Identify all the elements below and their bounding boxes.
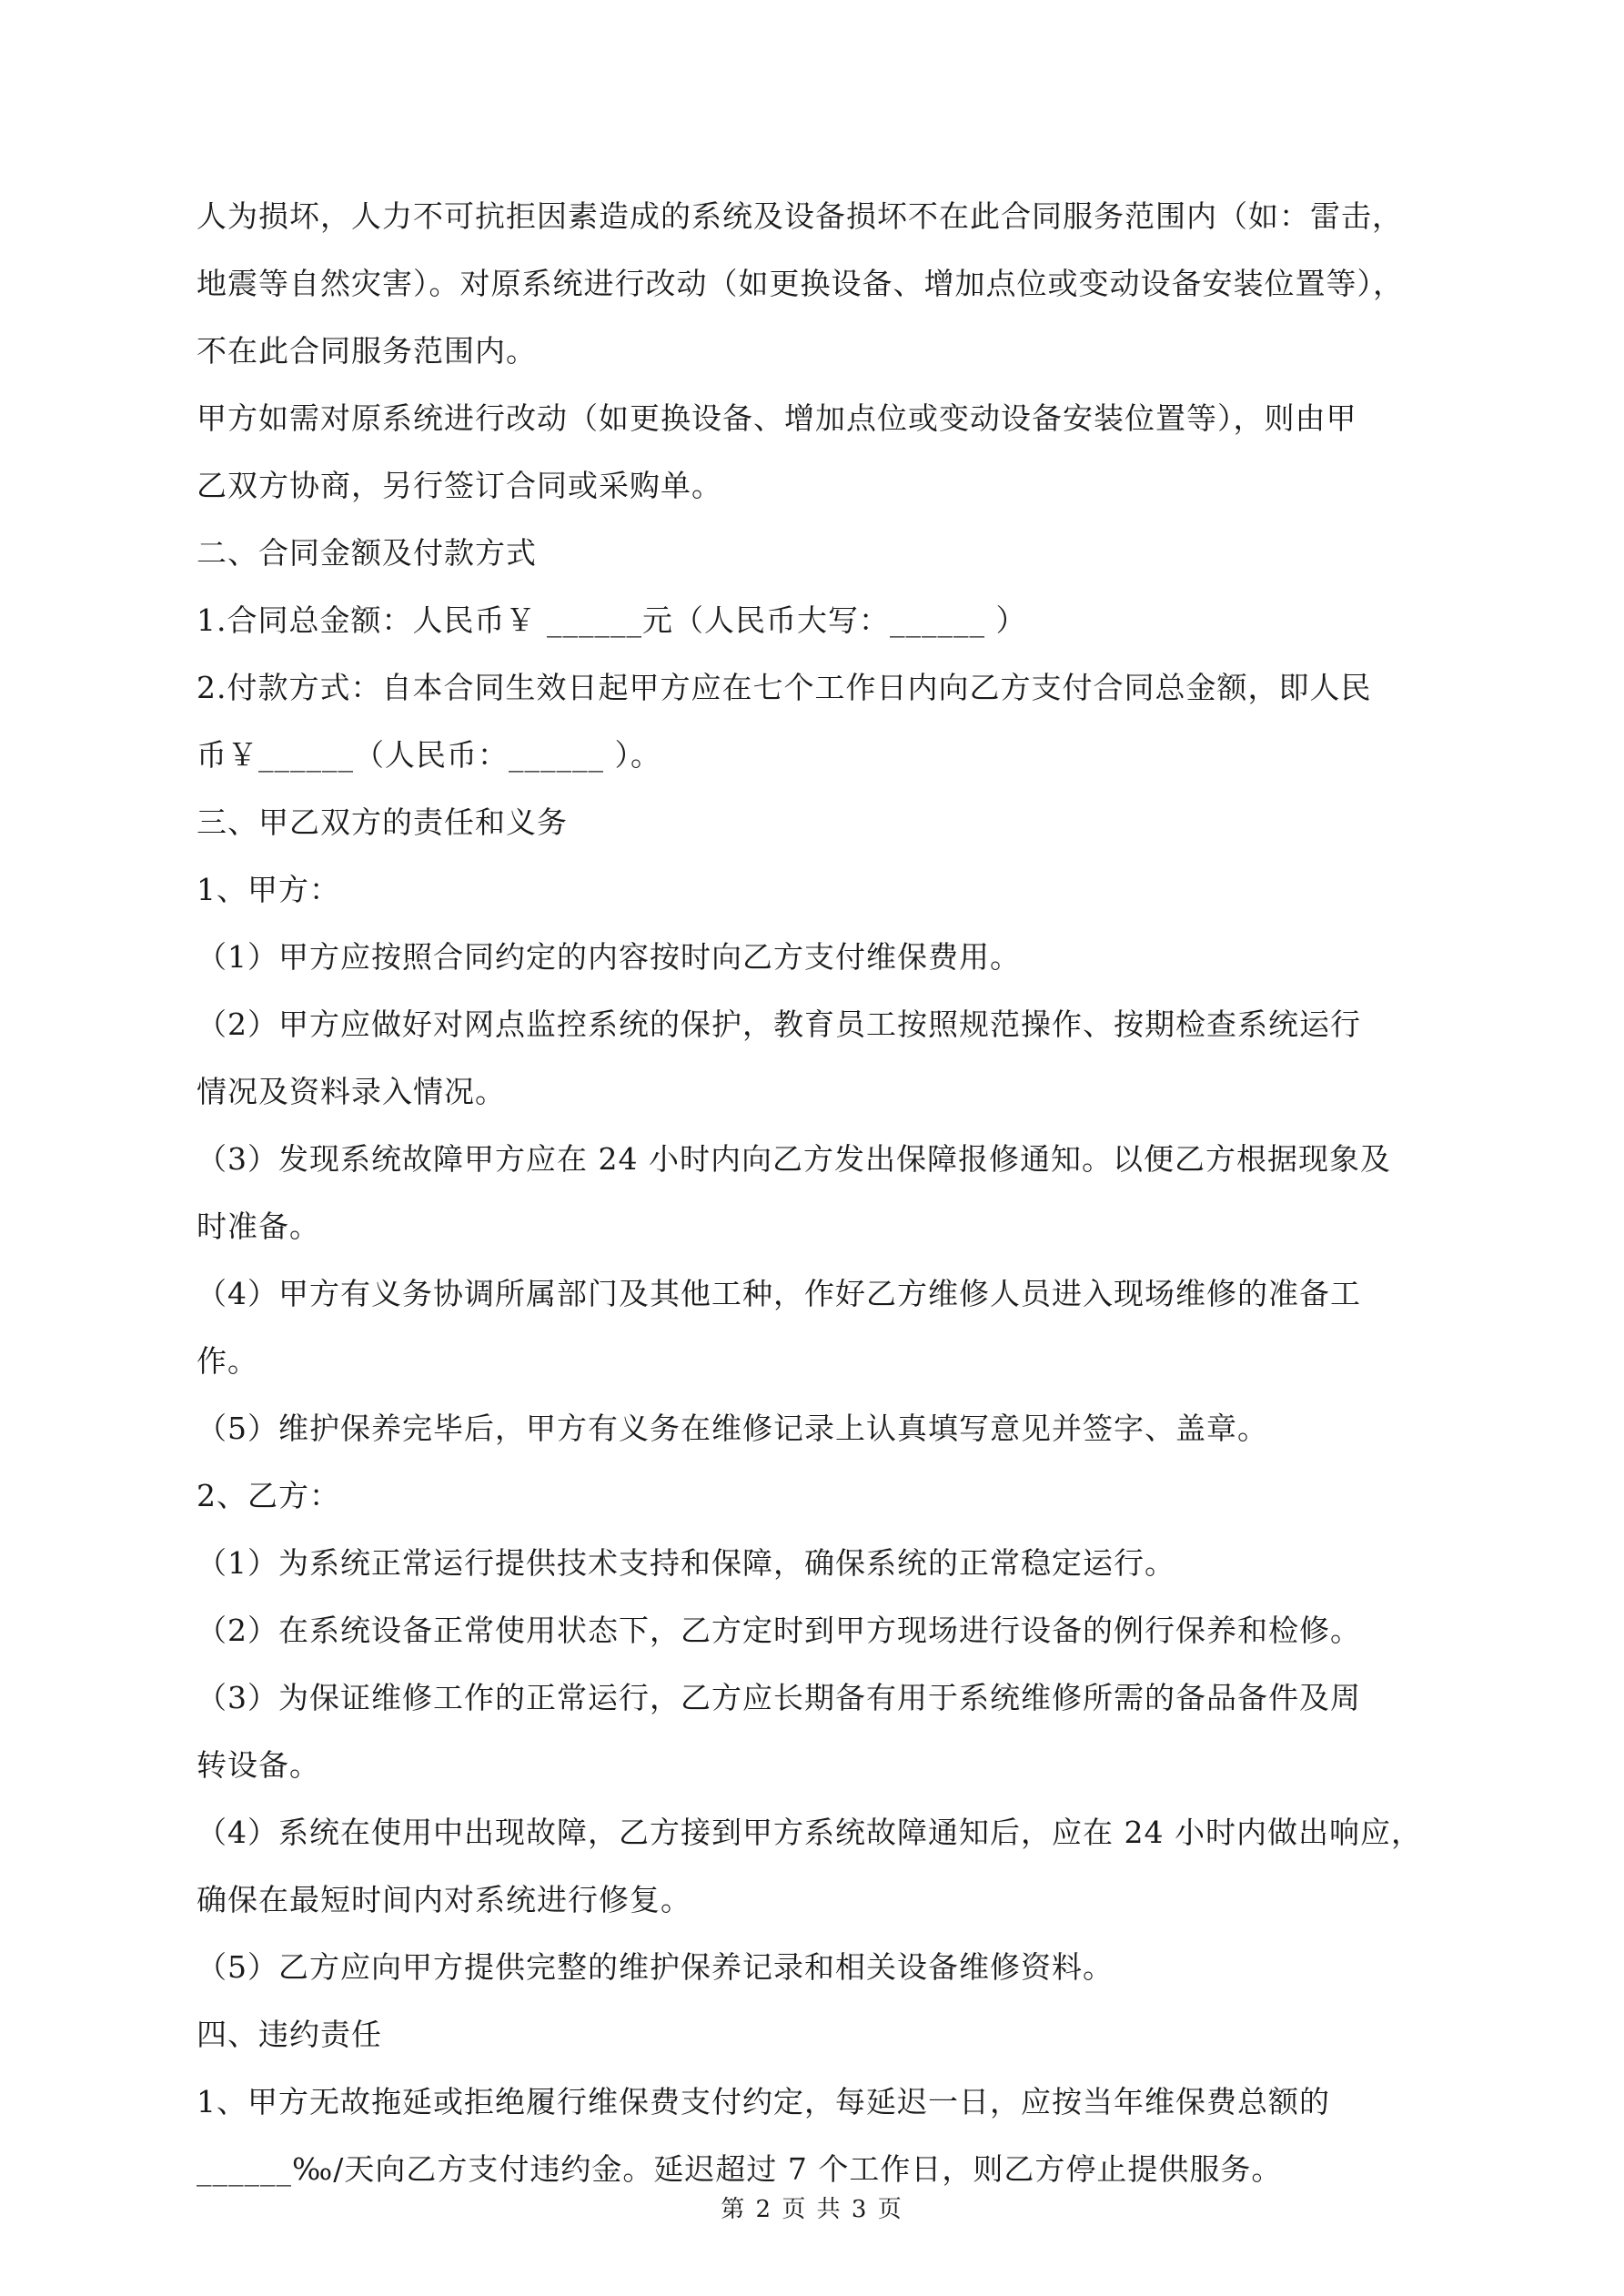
text-line-29: 1、甲方无故拖延或拒绝履行维保费支付约定，每延迟一日，应按当年维保费总额的 bbox=[197, 2084, 1330, 2119]
text-line-19: （5）维护保养完毕后，甲方有义务在维修记录上认真填写意见并签字、盖章。 bbox=[197, 1411, 1268, 1446]
text-line-30: ______‰/天向乙方支付违约金。延迟超过 7 个工作日，则乙方停止提供服务。 bbox=[197, 2151, 1283, 2187]
text-line-1: 人为损坏，人力不可抗拒因素造成的系统及设备损坏不在此合同服务范围内（如：雷击， bbox=[197, 198, 1403, 234]
text-line-18: 作。 bbox=[197, 1343, 258, 1379]
text-line-5: 乙双方协商，另行签订合同或采购单。 bbox=[197, 468, 722, 503]
text-line-4: 甲方如需对原系统进行改动（如更换设备、增加点位或变动设备安装位置等），则由甲 bbox=[197, 400, 1357, 436]
text-line-15: （3）发现系统故障甲方应在 24 小时内向乙方发出保障报修通知。以便乙方根据现象及 bbox=[197, 1141, 1391, 1177]
section-heading-4: 四、违约责任 bbox=[197, 2017, 382, 2052]
text-line-12: （1）甲方应按照合同约定的内容按时向乙方支付维保费用。 bbox=[197, 939, 1021, 975]
text-line-14: 情况及资料录入情况。 bbox=[197, 1074, 506, 1109]
section-heading-3: 三、甲乙双方的责任和义务 bbox=[197, 804, 568, 840]
section-heading-2: 二、合同金额及付款方式 bbox=[197, 535, 537, 571]
text-line-24: 转设备。 bbox=[197, 1747, 320, 1783]
text-line-2: 地震等自然灾害）。对原系统进行改动（如更换设备、增加点位或变动设备安装位置等）， bbox=[197, 266, 1404, 301]
text-line-27: （5）乙方应向甲方提供完整的维护保养记录和相关设备维修资料。 bbox=[197, 1949, 1114, 1985]
text-line-11: 1、甲方： bbox=[197, 872, 340, 907]
text-line-9: 币￥______（人民币：______ ）。 bbox=[197, 737, 661, 773]
text-line-8: 2.付款方式：自本合同生效日起甲方应在七个工作日内向乙方支付合同总金额，即人民 bbox=[197, 670, 1372, 705]
text-line-16: 时准备。 bbox=[197, 1209, 320, 1244]
page-footer: 第 2 页 共 3 页 bbox=[721, 2196, 903, 2223]
text-line-3: 不在此合同服务范围内。 bbox=[197, 333, 537, 369]
text-line-22: （2）在系统设备正常使用状态下，乙方定时到甲方现场进行设备的例行保养和检修。 bbox=[197, 1613, 1361, 1648]
text-line-21: （1）为系统正常运行提供技术支持和保障，确保系统的正常稳定运行。 bbox=[197, 1545, 1175, 1581]
text-line-13: （2）甲方应做好对网点监控系统的保护，教育员工按照规范操作、按期检查系统运行 bbox=[197, 1006, 1361, 1042]
text-line-26: 确保在最短时间内对系统进行修复。 bbox=[197, 1882, 691, 1917]
text-line-20: 2、乙方： bbox=[197, 1478, 340, 1513]
text-line-23: （3）为保证维修工作的正常运行，乙方应长期备有用于系统维修所需的备品备件及周 bbox=[197, 1680, 1361, 1715]
text-line-17: （4）甲方有义务协调所属部门及其他工种，作好乙方维修人员进入现场维修的准备工 bbox=[197, 1276, 1361, 1311]
text-line-7: 1.合同总金额：人民币￥ ______元（人民币大写：______ ） bbox=[197, 602, 1027, 638]
text-line-25: （4）系统在使用中出现故障，乙方接到甲方系统故障通知后，应在 24 小时内做出响应， bbox=[197, 1815, 1422, 1850]
